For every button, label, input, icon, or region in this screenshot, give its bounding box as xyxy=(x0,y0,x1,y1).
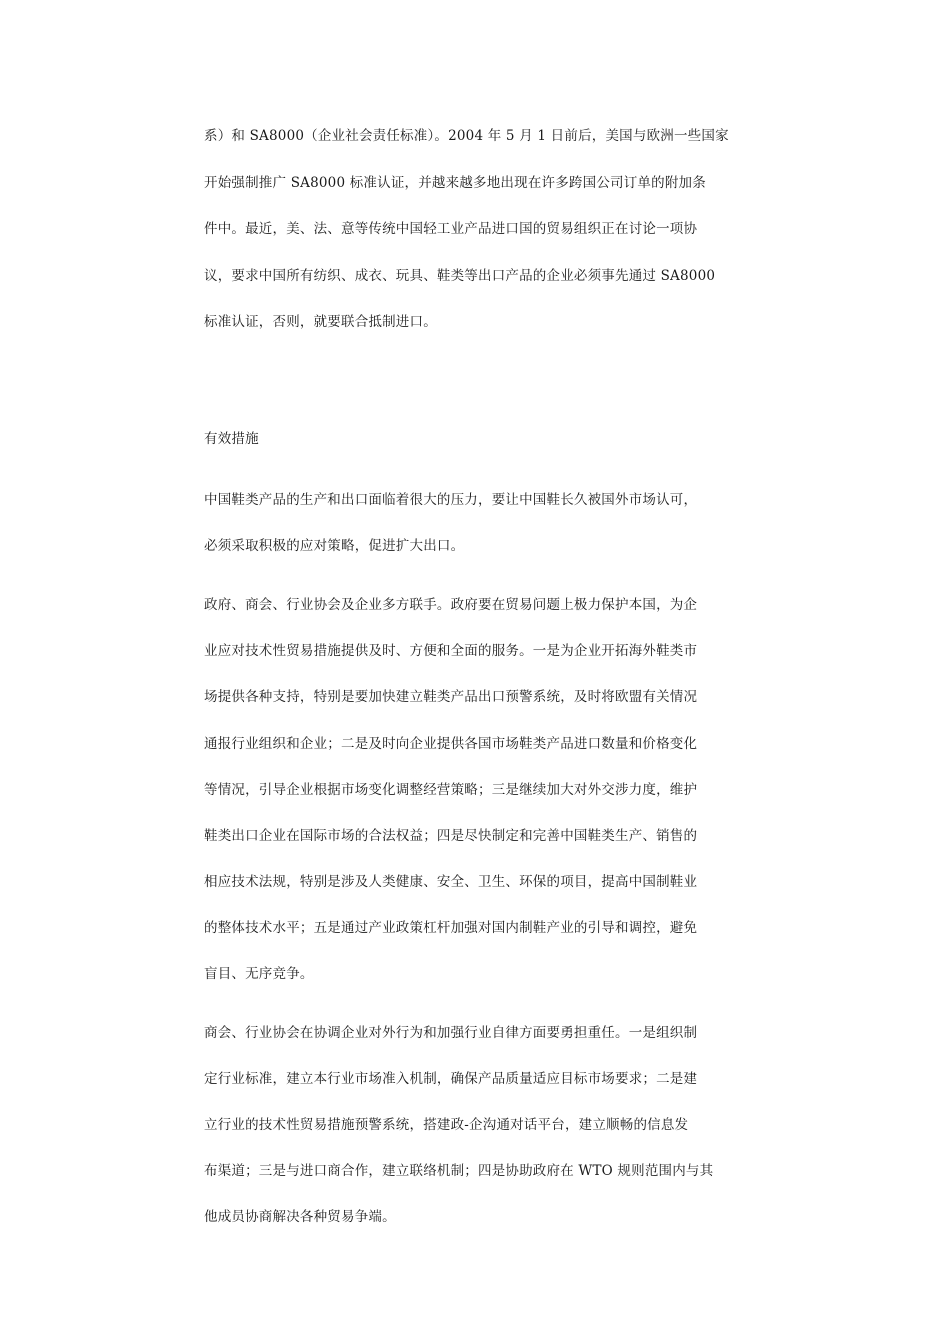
intro-line-5: 标准认证，否则，就要联合抵制进口。 xyxy=(204,314,437,330)
section-heading: 有效措施 xyxy=(204,431,259,447)
para2-line-8: 的整体技术水平；五是通过产业政策杠杆加强对国内制鞋产业的引导和调控，避免 xyxy=(204,920,698,936)
intro-line-3: 件中。最近，美、法、意等传统中国轻工业产品进口国的贸易组织正在讨论一项协 xyxy=(204,221,698,237)
intro-line-1: 系）和 SA8000（企业社会责任标准）。2004 年 5 月 1 日前后，美国与欧洲一些国家 xyxy=(204,128,729,144)
para2-line-9: 盲目、无序竞争。 xyxy=(204,966,314,982)
para2-line-7: 相应技术法规，特别是涉及人类健康、安全、卫生、环保的项目，提高中国制鞋业 xyxy=(204,874,698,890)
para2-line-4: 通报行业组织和企业；二是及时向企业提供各国市场鞋类产品进口数量和价格变化 xyxy=(204,736,698,752)
para1-line-2: 必须采取积极的应对策略，促进扩大出口。 xyxy=(204,538,465,554)
para2-line-2: 业应对技术性贸易措施提供及时、方便和全面的服务。一是为企业开拓海外鞋类市 xyxy=(204,643,698,659)
para3-line-4: 布渠道；三是与进口商合作，建立联络机制；四是协助政府在 WTO 规则范围内与其 xyxy=(204,1163,714,1179)
para2-line-6: 鞋类出口企业在国际市场的合法权益；四是尽快制定和完善中国鞋类生产、销售的 xyxy=(204,828,698,844)
para2-line-1: 政府、商会、行业协会及企业多方联手。政府要在贸易问题上极力保护本国，为企 xyxy=(204,597,698,613)
para3-line-3: 立行业的技术性贸易措施预警系统，搭建政-企沟通对话平台，建立顺畅的信息发 xyxy=(204,1117,689,1133)
para3-line-2: 定行业标准，建立本行业市场准入机制，确保产品质量适应目标市场要求；二是建 xyxy=(204,1071,698,1087)
para1-line-1: 中国鞋类产品的生产和出口面临着很大的压力，要让中国鞋长久被国外市场认可， xyxy=(204,492,698,508)
para3-line-1: 商会、行业协会在协调企业对外行为和加强行业自律方面要勇担重任。一是组织制 xyxy=(204,1025,698,1041)
intro-line-2: 开始强制推广 SA8000 标准认证，并越来越多地出现在许多跨国公司订单的附加条 xyxy=(204,175,706,191)
para2-line-5: 等情况，引导企业根据市场变化调整经营策略；三是继续加大对外交涉力度，维护 xyxy=(204,782,698,798)
para2-line-3: 场提供各种支持，特别是要加快建立鞋类产品出口预警系统，及时将欧盟有关情况 xyxy=(204,689,698,705)
para3-line-5: 他成员协商解决各种贸易争端。 xyxy=(204,1209,396,1225)
intro-line-4: 议，要求中国所有纺织、成衣、玩具、鞋类等出口产品的企业必须事先通过 SA8000 xyxy=(204,268,716,284)
